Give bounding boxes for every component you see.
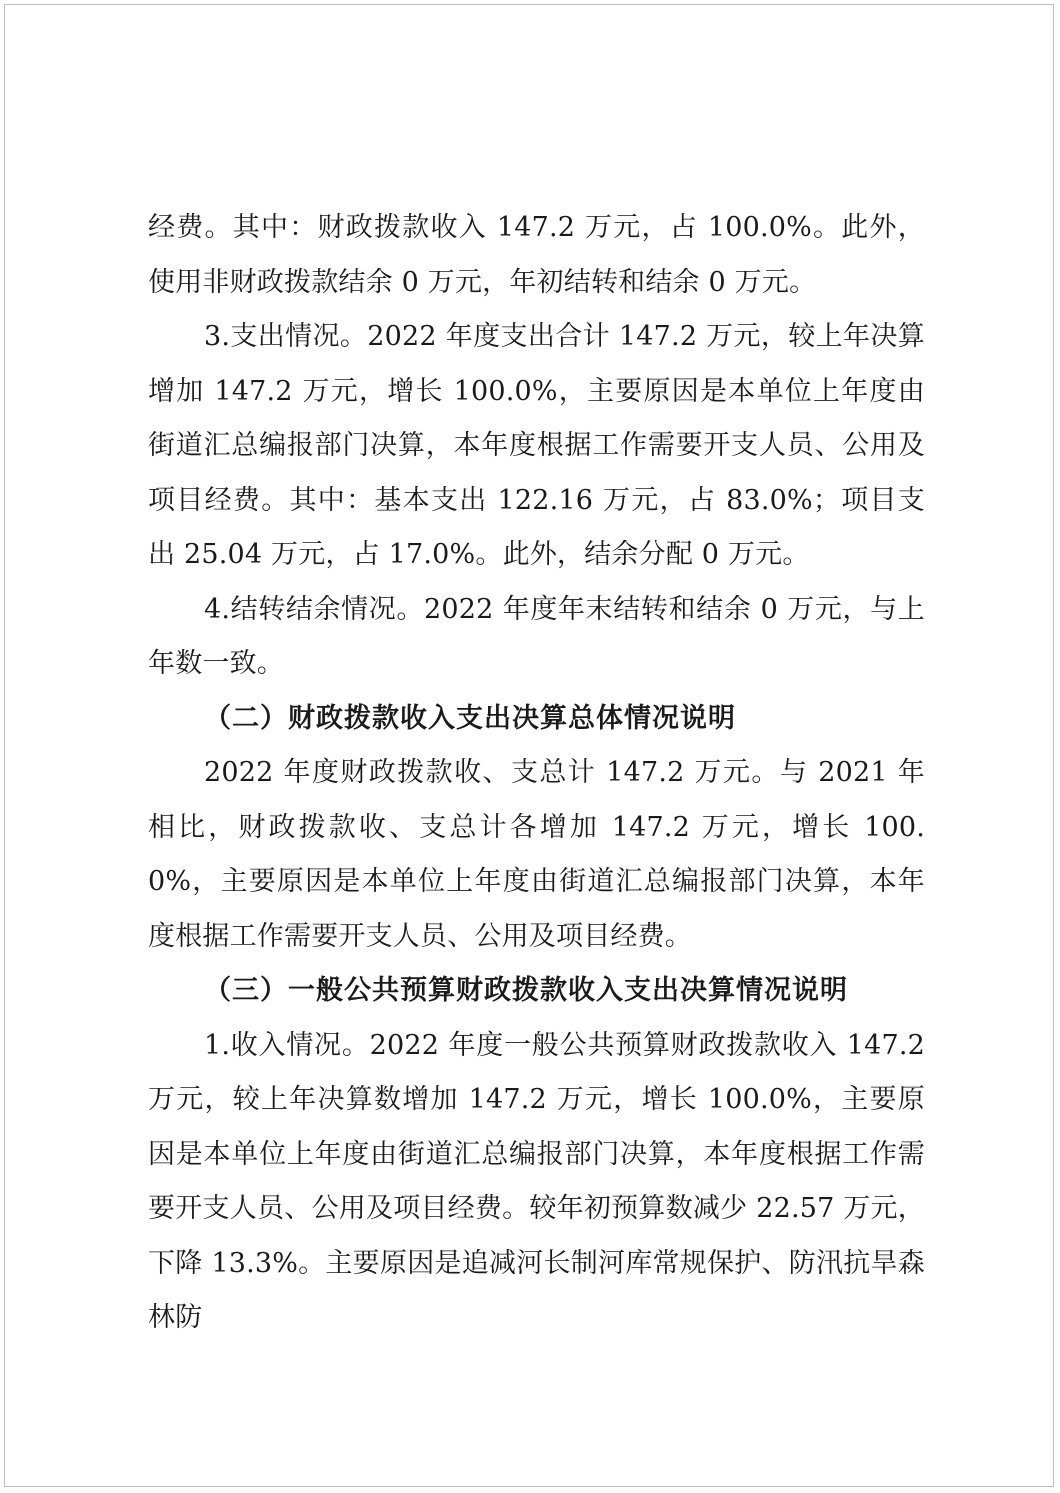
page [4, 4, 1054, 1487]
paragraph-expenditure: 3.支出情况。2022 年度支出合计 147.2 万元，较上年决算增加 147.2 万元，增长 100.0%，主要原因是本单位上年度由街道汇总编报部门决算，本年度根据工作需要开支人员、公用及项目经费。其中：基本支出 122.16 万元，占 83.0%；项目支出 25.04 万元，占 17.0%。此外，结余分配 0 万元。 [148, 321, 925, 570]
paragraph-carryover: 4.结转结余情况。2022 年度年末结转和结余 0 万元，与上年数一致。 [148, 593, 925, 679]
paragraph-income: 1.收入情况。2022 年度一般公共预算财政拨款收入 147.2 万元，较上年决算数增加 147.2 万元，增长 100.0%，主要原因是本单位上年度由街道汇总编报部门决算，本年度根据工作需要开支人员、公用及项目经费。较年初预算数减少 22.57 万元，下降 13.3%。主要原因是追减河长制河库常规保护、防汛抗旱森林防 [148, 1029, 925, 1333]
paragraph-expense-summary: 经费。其中：财政拨款收入 147.2 万元，占 100.0%。此外，使用非财政拨款结余 0 万元，年初结转和结余 0 万元。 [148, 212, 925, 298]
section-heading-2: （二）财政拨款收入支出决算总体情况说明 [204, 702, 736, 734]
section-heading-3: （三）一般公共预算财政拨款收入支出决算情况说明 [204, 975, 848, 1006]
paragraph-fiscal-overview: 2022 年度财政拨款收、支总计 147.2 万元。与 2021 年相比，财政拨款收、支总计各增加 147.2 万元，增长 100.0%，主要原因是本单位上年度由街道汇总编报部门决算，本年度根据工作需要开支人员、公用及项目经费。 [148, 757, 925, 952]
document-body [148, 201, 925, 1346]
